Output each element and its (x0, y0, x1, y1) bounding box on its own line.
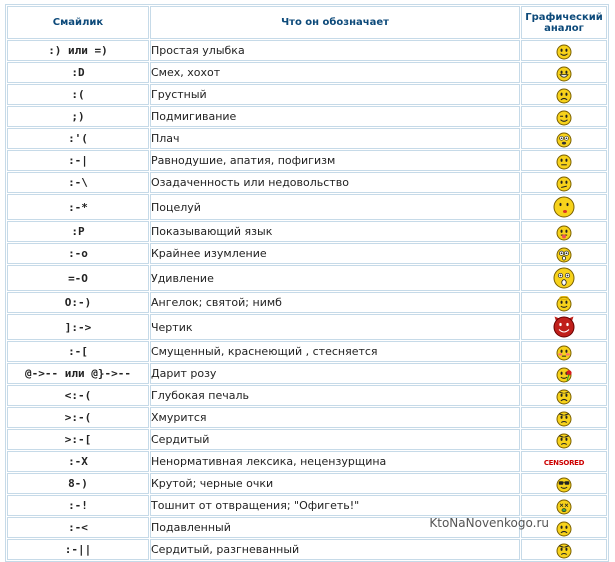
emoticon-meaning: Ангелок; святой; нимб (150, 292, 520, 313)
table-row (7, 172, 607, 193)
table-header-row (7, 6, 607, 39)
emoticon-graphic (521, 194, 607, 220)
table-row (7, 128, 607, 149)
emoticon-code: :( (7, 84, 149, 105)
emoticon-code: :-|| (7, 539, 149, 560)
emoticon-code: O:-) (7, 292, 149, 313)
emoticon-graphic (521, 341, 607, 362)
emoticon-graphic (521, 495, 607, 516)
sad-icon (556, 85, 572, 104)
table-row (7, 106, 607, 127)
table-row (7, 292, 607, 313)
emoticon-graphic (521, 539, 607, 560)
emoticon-graphic (521, 62, 607, 83)
emoticon-meaning: Тошнит от отвращения; "Офигеть!" (150, 495, 520, 516)
frown-icon (556, 408, 572, 427)
table-row (7, 407, 607, 428)
emoticon-table (5, 4, 609, 562)
emoticon-graphic (521, 473, 607, 494)
table-row (7, 84, 607, 105)
emoticon-meaning: Плач (150, 128, 520, 149)
emoticon-graphic (521, 40, 607, 61)
emoticon-code: :-* (7, 194, 149, 220)
emoticon-meaning: Грустный (150, 84, 520, 105)
neutral-icon (556, 151, 572, 170)
deep-sad-icon (556, 386, 572, 405)
table-row (7, 385, 607, 406)
emoticon-meaning: Чертик (150, 314, 520, 340)
blush-icon (556, 342, 572, 361)
table-row (7, 341, 607, 362)
table-row (7, 150, 607, 171)
emoticon-meaning: Ненормативная лексика, нецензурщина (150, 451, 520, 472)
emoticon-meaning: Озадаченность или недовольство (150, 172, 520, 193)
emoticon-graphic (521, 243, 607, 264)
table-row (7, 243, 607, 264)
emoticon-graphic (521, 84, 607, 105)
emoticon-graphic (521, 451, 607, 472)
table-body (7, 40, 607, 560)
emoticon-code: :) или =) (7, 40, 149, 61)
table-row (7, 451, 607, 472)
emoticon-meaning: Сердитый (150, 429, 520, 450)
emoticon-graphic (521, 128, 607, 149)
emoticon-code: :-! (7, 495, 149, 516)
sick-icon (556, 496, 572, 515)
emoticon-code: ;) (7, 106, 149, 127)
emoticon-meaning: Подмигивание (150, 106, 520, 127)
surprised-icon (553, 268, 575, 287)
emoticon-code: :P (7, 221, 149, 242)
emoticon-graphic (521, 106, 607, 127)
confused-icon (556, 173, 572, 192)
column-header-graphic: Графический аналог (521, 6, 607, 39)
table-row (7, 265, 607, 291)
emoticon-graphic (521, 429, 607, 450)
smile-icon (556, 41, 572, 60)
emoticon-code: :-< (7, 517, 149, 538)
rose-icon (556, 364, 572, 383)
emoticon-code: >:-( (7, 407, 149, 428)
emoticon-code: @->-- или @}->-- (7, 363, 149, 384)
emoticon-meaning: Смех, хохот (150, 62, 520, 83)
sunglasses-icon (556, 474, 572, 493)
column-header-meaning: Что он обозначает (150, 6, 520, 39)
emoticon-code: :-| (7, 150, 149, 171)
emoticon-meaning: Подавленный (150, 517, 520, 538)
emoticon-graphic (521, 265, 607, 291)
table-row (7, 539, 607, 560)
cry-icon (556, 129, 572, 148)
kiss-icon (553, 197, 575, 216)
emoticon-meaning: Крайнее изумление (150, 243, 520, 264)
angel-icon (556, 293, 572, 312)
watermark: KtoNaNovenkogo.ru (429, 516, 549, 530)
angry-icon (556, 430, 572, 449)
table-row (7, 495, 607, 516)
devil-icon (553, 317, 575, 336)
table-row (7, 473, 607, 494)
laugh-icon (556, 63, 572, 82)
emoticon-code: :-\ (7, 172, 149, 193)
emoticon-meaning: Хмурится (150, 407, 520, 428)
column-header-code: Смайлик (7, 6, 149, 39)
emoticon-graphic (521, 221, 607, 242)
emoticon-code: :D (7, 62, 149, 83)
wink-icon (556, 107, 572, 126)
emoticon-code: :-[ (7, 341, 149, 362)
furious-icon (556, 540, 572, 559)
table-row (7, 221, 607, 242)
tongue-icon (556, 222, 572, 241)
emoticon-meaning: Смущенный, краснеющий , стесняется (150, 341, 520, 362)
emoticon-graphic (521, 172, 607, 193)
emoticon-code: :-X (7, 451, 149, 472)
emoticon-graphic (521, 407, 607, 428)
emoticon-meaning: Глубокая печаль (150, 385, 520, 406)
table-row (7, 429, 607, 450)
emoticon-graphic (521, 150, 607, 171)
emoticon-meaning: Простая улыбка (150, 40, 520, 61)
emoticon-code: >:-[ (7, 429, 149, 450)
emoticon-meaning: Показывающий язык (150, 221, 520, 242)
emoticon-meaning: Поцелуй (150, 194, 520, 220)
table-row (7, 194, 607, 220)
emoticon-graphic (521, 385, 607, 406)
emoticon-graphic (521, 292, 607, 313)
emoticon-meaning: Сердитый, разгневанный (150, 539, 520, 560)
table-row (7, 40, 607, 61)
emoticon-meaning: Равнодушие, апатия, пофигизм (150, 150, 520, 171)
emoticon-code: ]:-> (7, 314, 149, 340)
depressed-icon (556, 518, 572, 537)
table-row (7, 314, 607, 340)
table-row (7, 62, 607, 83)
table-row (7, 363, 607, 384)
emoticon-code: :-o (7, 243, 149, 264)
emoticon-meaning: Дарит розу (150, 363, 520, 384)
emoticon-graphic (521, 363, 607, 384)
shocked-icon (556, 244, 572, 263)
emoticon-graphic (521, 314, 607, 340)
emoticon-meaning: Удивление (150, 265, 520, 291)
emoticon-meaning: Крутой; черные очки (150, 473, 520, 494)
censored-icon: CENSORED (543, 458, 585, 467)
emoticon-code: <:-( (7, 385, 149, 406)
emoticon-code: 8-) (7, 473, 149, 494)
emoticon-code: :'( (7, 128, 149, 149)
emoticon-code: =-O (7, 265, 149, 291)
